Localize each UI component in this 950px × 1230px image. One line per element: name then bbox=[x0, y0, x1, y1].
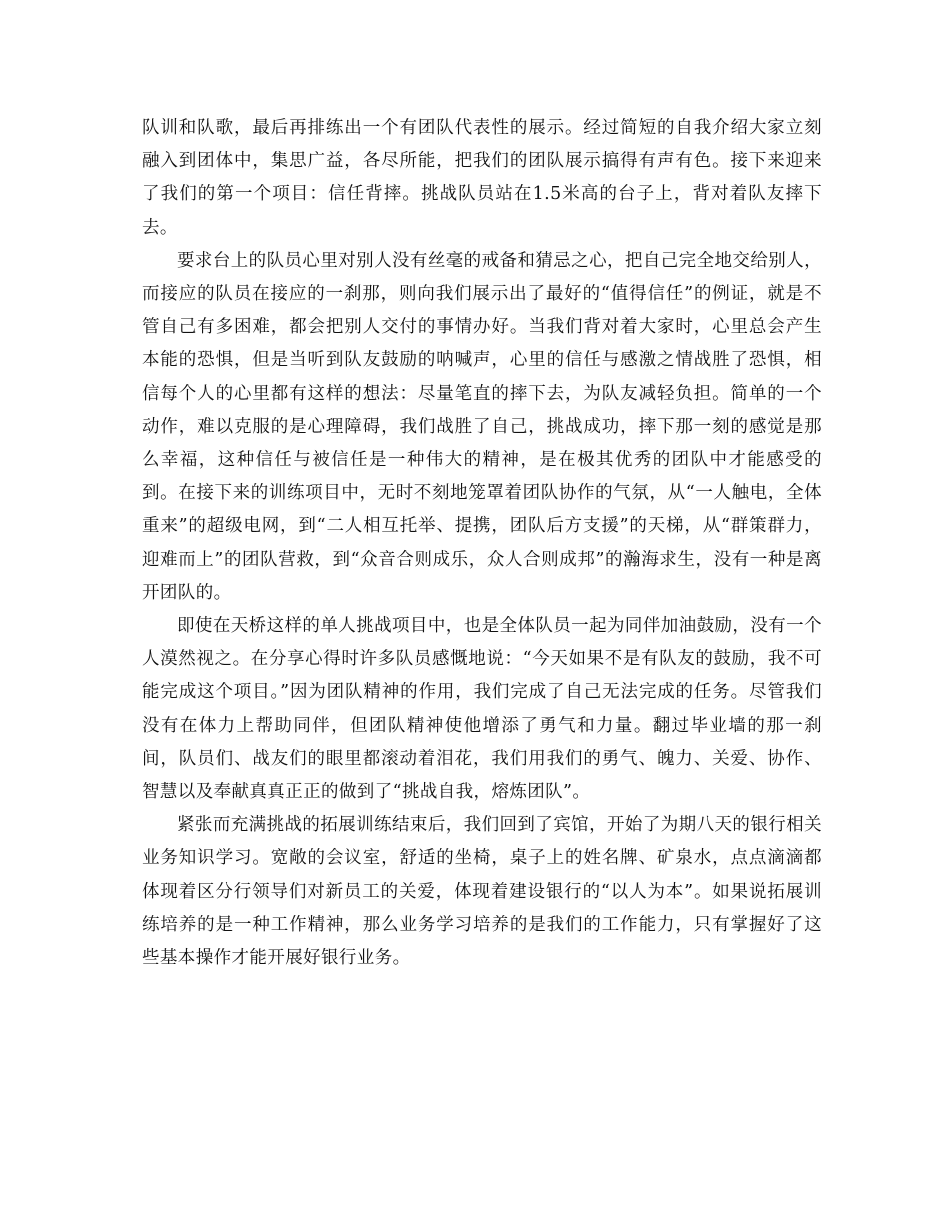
document-body bbox=[142, 112, 822, 975]
paragraph-1: 队训和队歌，最后再排练出一个有团队代表性的展示。经过简短的自我介绍大家立刻融入到团体中，集思广益，各尽所能，把我们的团队展示搞得有声有色。接下来迎来了我们的第一个项目：信任背摔。挑战队员站在1.5米高的台子上，背对着队友摔下去。 bbox=[142, 118, 822, 238]
paragraph-4: 紧张而充满挑战的拓展训练结束后，我们回到了宾馆，开始了为期八天的银行相关业务知识学习。宽敞的会议室，舒适的坐椅，桌子上的姓名牌、矿泉水，点点滴滴都体现着区分行领导们对新员工的关爱，体现着建设银行的“以人为本”。如果说拓展训练培养的是一种工作精神，那么业务学习培养的是我们的工作能力，只有掌握好了这些基本操作才能开展好银行业务。 bbox=[142, 815, 822, 969]
paragraph-3: 即使在天桥这样的单人挑战项目中，也是全体队员一起为同伴加油鼓励，没有一个人漠然视之。在分享心得时许多队员感慨地说：“今天如果不是有队友的鼓励，我不可能完成这个项目。”因为团队精神的作用，我们完成了自己无法完成的任务。尽管我们没有在体力上帮助同伴，但团队精神使他增添了勇气和力量。翻过毕业墙的那一刹间，队员们、战友们的眼里都滚动着泪花，我们用我们的勇气、魄力、关爱、协作、智慧以及奉献真真正正的做到了“挑战自我，熔炼团队”。 bbox=[142, 616, 822, 803]
paragraph-2: 要求台上的队员心里对别人没有丝毫的戒备和猜忌之心，把自己完全地交给别人，而接应的队员在接应的一刹那，则向我们展示出了最好的“值得信任”的例证，就是不管自己有多困难，都会把别人交付的事情办好。当我们背对着大家时，心里总会产生本能的恐惧，但是当听到队友鼓励的呐喊声，心里的信任与感激之情战胜了恐惧，相信每个人的心里都有这样的想法：尽量笔直的摔下去，为队友减轻负担。简单的一个动作，难以克服的是心理障碍，我们战胜了自己，挑战成功，摔下那一刻的感觉是那么幸福，这种信任与被信任是一种伟大的精神，是在极其优秀的团队中才能感受的到。在接下来的训练项目中，无时不刻地笼罩着团队协作的气氛，从“一人触电，全体重来”的超级电网，到“二人相互托举、提携，团队后方支援”的天梯，从“群策群力，迎难而上”的团队营救，到“众音合则成乐，众人合则成邦”的瀚海求生，没有一种是离开团队的。 bbox=[142, 250, 822, 603]
